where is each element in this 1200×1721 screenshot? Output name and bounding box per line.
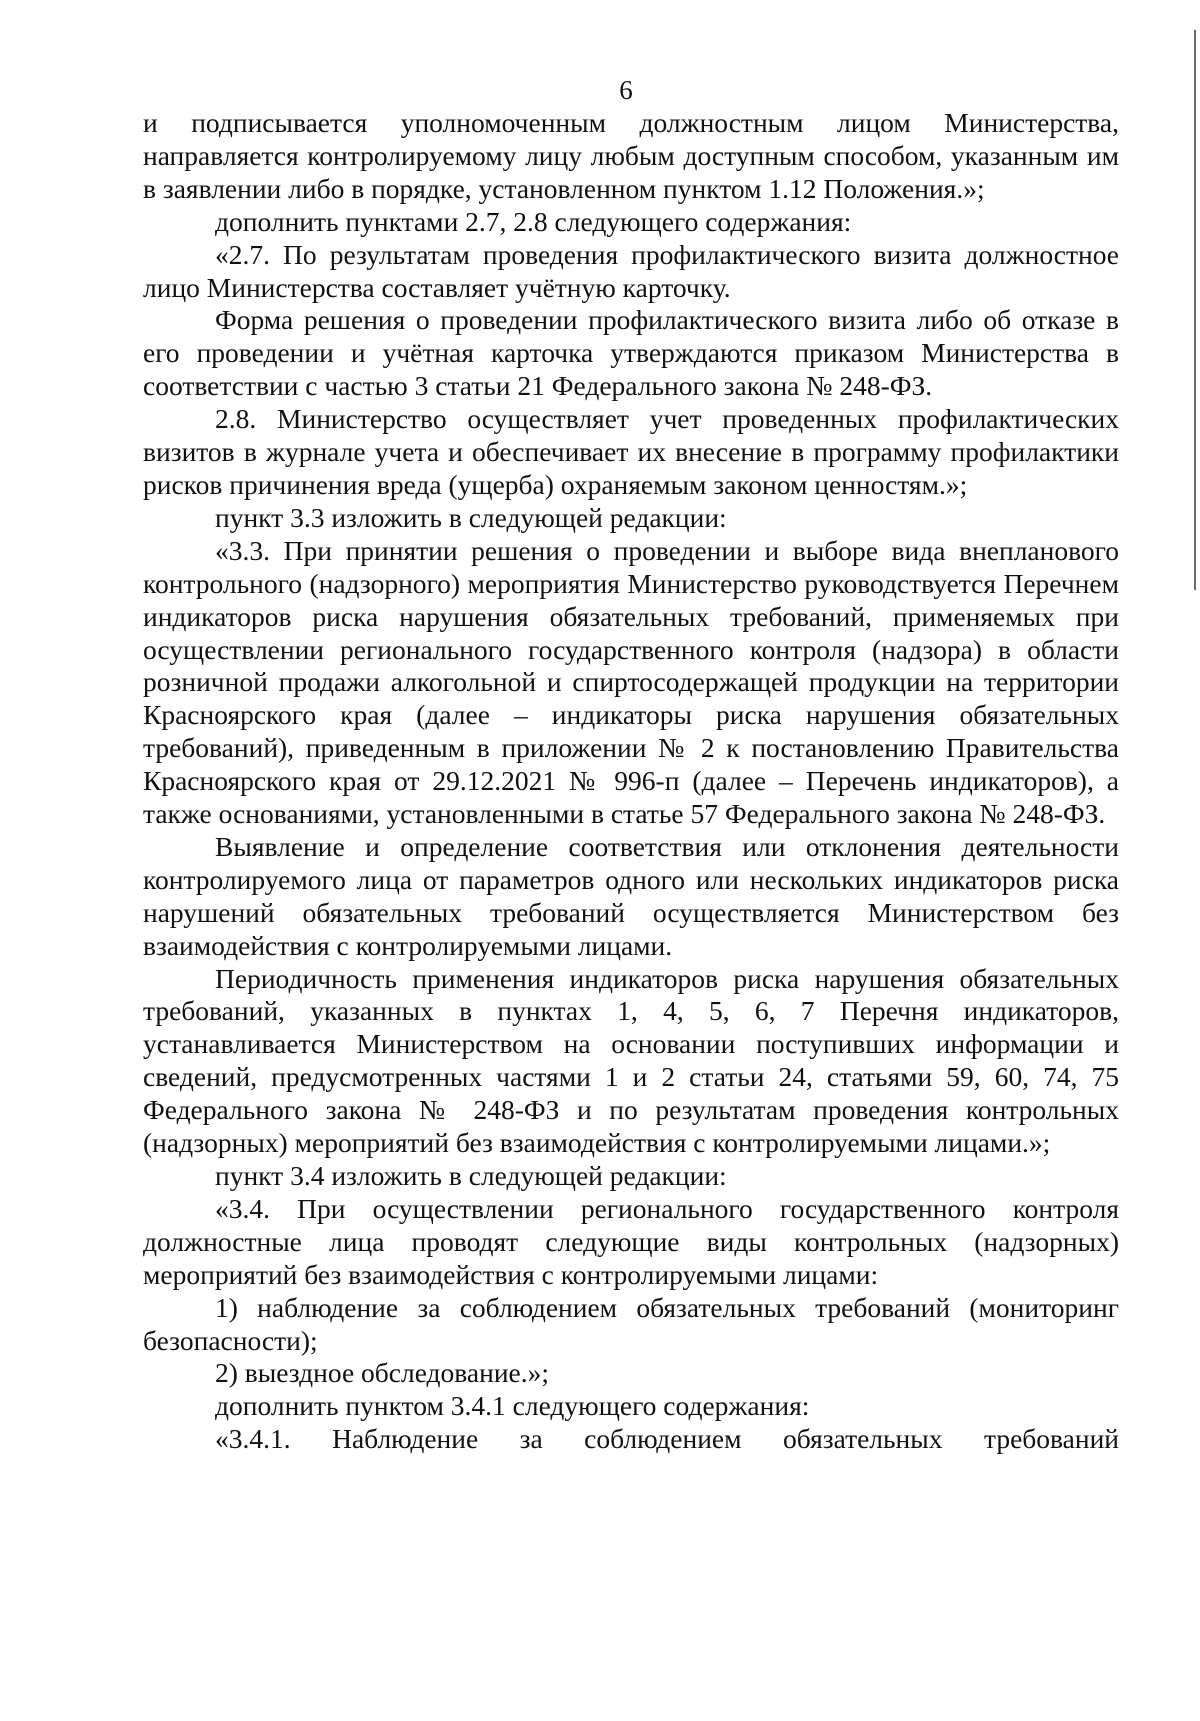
paragraph-decision-form: Форма решения о проведении профилактического визита либо об отказе в его проведении и учётная карточка утверждаются приказом Министерства в соответствии с частью 3 статьи 21 Федерального закона № 248-ФЗ.	[143, 304, 1119, 402]
document-body	[143, 107, 1119, 1456]
paragraph-amendment-instruction: дополнить пунктом 3.4.1 следующего содержания:	[215, 1390, 810, 1422]
list-item: 2) выездное обследование.»;	[215, 1357, 550, 1389]
paragraph-clause-3-4-1: «3.4.1. Наблюдение за соблюдением обязательных требований	[215, 1423, 1119, 1455]
paragraph-clause-3-4: «3.4. При осуществлении регионального государственного контроля должностные лица проводят следующие виды контрольных (надзорных) мероприятий без взаимодействия с контролируемыми лицами:	[143, 1192, 1119, 1290]
list-item: 1) наблюдение за соблюдением обязательных требований (мониторинг безопасности);	[143, 1291, 1119, 1356]
paragraph-amendment-instruction: дополнить пунктами 2.7, 2.8 следующего содержания:	[215, 205, 852, 237]
paragraph-clause-3-3: «3.3. При принятии решения о проведении и выборе вида внепланового контрольного (надзорного) мероприятия Министерство руководствуется Перечнем индикаторов риска нарушения обязательных требований, применяемых при осуществлении регионального государственного контроля (надзора) в области розничной продажи алкогольной и спиртосодержащей продукции на территории Красноярского края (далее – индикаторы риска нарушения обязательных требований), приведенным в приложении № 2 к постановлению Правительства Красноярского края от 29.12.2021 № 996-п (далее – Перечень индикаторов), а также основаниями, установленными в статье 57 Федерального закона № 248-ФЗ.	[143, 534, 1119, 830]
paragraph-clause-2-8: 2.8. Министерство осуществляет учет проведенных профилактических визитов в журнале учета и обеспечивает их внесение в программу профилактики рисков причинения вреда (ущерба) охраняемым законом ценностям.»;	[143, 403, 1119, 500]
paragraph-clause-2-7: «2.7. По результатам проведения профилактического визита должностное лицо Министерства составляет учётную карточку.	[143, 238, 1119, 303]
paragraph-periodicity: Периодичность применения индикаторов риска нарушения обязательных требований, указанных в пунктах 1, 4, 5, 6, 7 Перечня индикаторов, устанавливается Министерством на основании поступивших информации и сведений, предусмотренных частями 1 и 2 статьи 24, статьями 59, 60, 74, 75 Федерального закона № 248-ФЗ и по результатам проведения контрольных (надзорных) мероприятий без взаимодействия с контролируемыми лицами.»;	[143, 962, 1119, 1159]
scan-edge-line	[1194, 30, 1196, 590]
paragraph-continuation: и подписывается уполномоченным должностным лицом Министерства, направляется контролируемому лицу любым доступным способом, указанным им в заявлении либо в порядке, установленном пунктом 1.12 Положения.»;	[143, 107, 1119, 204]
paragraph-risk-indicators: Выявление и определение соответствия или отклонения деятельности контролируемого лица от параметров одного или нескольких индикаторов риска нарушений обязательных требований осуществляется Министерством без взаимодействия с контролируемыми лицами.	[143, 830, 1119, 961]
paragraph-amendment-instruction: пункт 3.3 изложить в следующей редакции:	[215, 501, 727, 533]
paragraph-amendment-instruction: пункт 3.4 изложить в следующей редакции:	[215, 1160, 727, 1191]
page-number: 6	[619, 75, 633, 105]
